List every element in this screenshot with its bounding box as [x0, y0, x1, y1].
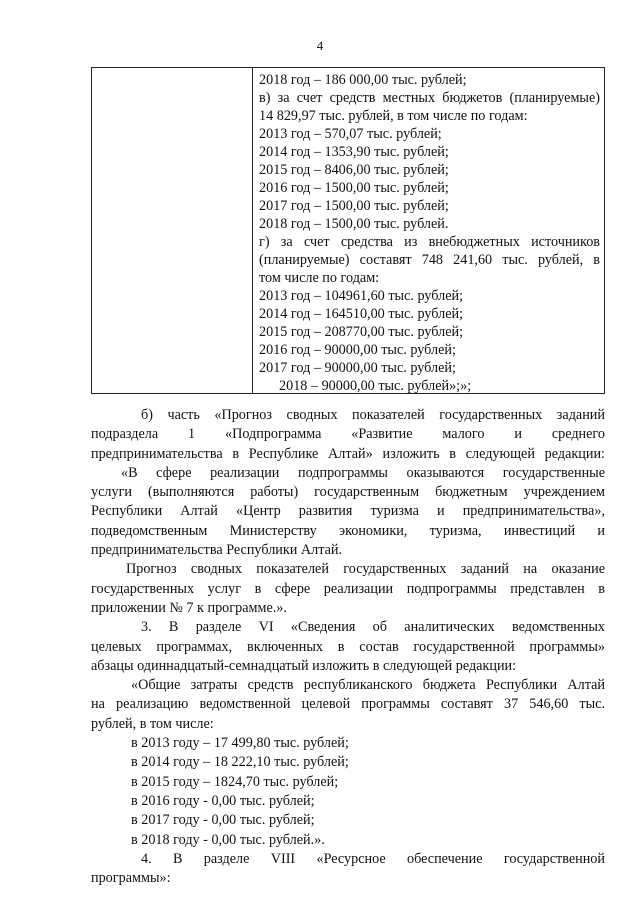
body-line: подведомственным Министерству экономики, туризма, инвестиций и — [91, 522, 605, 539]
body-line: «Общие затраты средств республиканского бюджета Республики Алтай — [131, 677, 605, 694]
body-line: Республики Алтай «Центр развития туризма и предпринимательства», — [91, 503, 605, 520]
table-line: 2013 год – 104961,60 тыс. рублей; — [259, 288, 464, 304]
body-line: б) часть «Прогноз сводных показателей государственных заданий — [141, 407, 605, 423]
table-line: 2018 – 90000,00 тыс. рублей»;»; — [279, 378, 472, 394]
body-line: «В сфере реализации подпрограммы оказываются государственные — [121, 464, 605, 481]
table-line: 2018 год – 1500,00 тыс. рублей. — [259, 216, 449, 232]
table-line: 2017 год – 1500,00 тыс. рублей; — [259, 198, 449, 214]
table-line: 2016 год – 90000,00 тыс. рублей; — [259, 342, 456, 358]
table-line: 2016 год – 1500,00 тыс. рублей; — [259, 180, 449, 196]
table-line: 2015 год – 8406,00 тыс. рублей; — [259, 162, 449, 178]
table-line: 2015 год – 208770,00 тыс. рублей; — [259, 324, 464, 340]
body-line: в 2018 году - 0,00 тыс. рублей.». — [131, 831, 325, 848]
body-line: предпринимательства в Республике Алтай» изложить в следующей редакции: — [91, 445, 605, 462]
body-line: в 2015 году – 1824,70 тыс. рублей; — [131, 773, 339, 790]
table-line: в) за счет средств местных бюджетов (планируемые) — [259, 90, 600, 106]
body-line: услуги (выполняются работы) государственным бюджетным учреждением — [91, 484, 605, 501]
body-line: в 2014 году – 18 222,10 тыс. рублей; — [131, 754, 349, 771]
table-line: г) за счет средства из внебюджетных источников — [259, 234, 600, 250]
body-line: подраздела 1 «Подпрограмма «Развитие малого и среднего — [91, 426, 605, 443]
body-line: на реализацию ведомственной целевой программы составят 37 546,60 тыс. — [91, 696, 605, 713]
page-number: 4 — [316, 38, 324, 53]
body-line: в 2013 году – 17 499,80 тыс. рублей; — [131, 735, 349, 752]
body-line: целевых программах, включенных в состав государственной программы» — [91, 638, 605, 655]
table-line: 14 829,97 тыс. рублей, в том числе по годам: — [259, 108, 528, 124]
table-line: том числе по годам: — [259, 270, 380, 286]
table-line: 2014 год – 164510,00 тыс. рублей; — [259, 306, 464, 322]
body-line: предпринимательства Республики Алтай. — [91, 542, 343, 559]
body-line: 4. В разделе VIII «Ресурсное обеспечение государственной — [141, 850, 605, 867]
table-line: 2013 год – 570,07 тыс. рублей; — [259, 126, 442, 142]
table-line: (планируемые) составят 748 241,60 тыс. рублей, в — [259, 252, 600, 268]
table-line: 2018 год – 186 000,00 тыс. рублей; — [259, 72, 467, 88]
body-line: приложении № 7 к программе.». — [91, 599, 287, 616]
table-right-cell — [253, 68, 604, 393]
table-left-cell — [92, 68, 253, 393]
body-line: государственных услуг в сфере реализации подпрограммы представлен в — [91, 580, 605, 597]
body-line: 3. В разделе VI «Сведения об аналитических ведомственных — [141, 619, 605, 636]
program-table — [91, 67, 605, 394]
body-line: рублей, в том числе: — [91, 715, 214, 732]
body-line: Прогноз сводных показателей государственных заданий на оказание — [126, 561, 605, 578]
body-line: в 2017 году - 0,00 тыс. рублей; — [131, 812, 315, 829]
body-line: в 2016 году - 0,00 тыс. рублей; — [131, 792, 315, 809]
body-line: абзацы одиннадцатый-семнадцатый изложить в следующей редакции: — [91, 657, 517, 674]
table-line: 2014 год – 1353,90 тыс. рублей; — [259, 144, 449, 160]
table-line: 2017 год – 90000,00 тыс. рублей; — [259, 360, 456, 376]
body-line: программы»: — [91, 870, 171, 887]
document-body — [91, 406, 605, 888]
